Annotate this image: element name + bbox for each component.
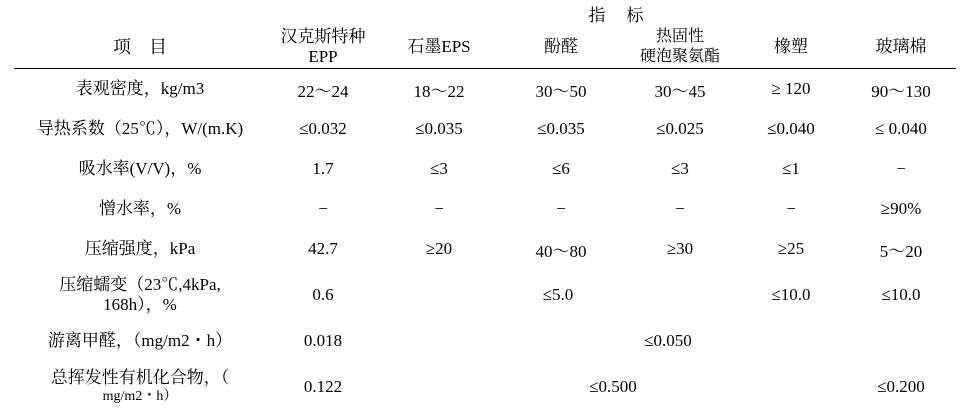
group-header-label: 指 标	[588, 5, 646, 25]
column-header-glasswool	[846, 26, 956, 69]
row-label-compressive-strength: 压缩强度，kPa	[84, 238, 196, 258]
row-label-tvoc-line2: mg/m2・h）	[102, 388, 178, 404]
cell-creep-merged: ≤5.0	[542, 285, 574, 304]
cell-density-rubber: ≥ 120	[771, 79, 811, 98]
row-label-water-absorption: 吸水率(V/V)，%	[78, 158, 202, 178]
column-header-pu	[624, 26, 736, 69]
cell-hydrophobicity-epp: −	[318, 199, 328, 218]
table-body	[14, 69, 956, 414]
cell-water-absorption-eps: ≤3	[430, 159, 448, 178]
cell-water-absorption-rubber: ≤1	[782, 159, 800, 178]
cell-creep-glasswool: ≤10.0	[881, 285, 921, 304]
column-header-eps-line1: 石墨EPS	[407, 37, 471, 57]
cell-compressive-strength-phenolic: 40～80	[535, 241, 587, 261]
table-row	[14, 229, 956, 269]
column-header-rubber	[736, 26, 846, 69]
cell-hydrophobicity-eps: −	[434, 199, 444, 218]
cell-tvoc-merged: ≤0.500	[589, 377, 637, 396]
column-header-pu-line1: 热固性	[655, 28, 704, 45]
table-row	[14, 361, 956, 413]
column-header-phenolic	[498, 26, 624, 69]
group-header-spacer-4	[736, 0, 846, 26]
group-header-spacer-2	[266, 0, 380, 26]
table-row	[14, 69, 956, 110]
cell-formaldehyde-merged: ≤0.050	[644, 331, 692, 350]
column-header-row	[14, 26, 956, 69]
cell-conductivity-epp: ≤0.032	[299, 119, 347, 138]
cell-water-absorption-pu: ≤3	[671, 159, 689, 178]
group-header-spacer-3	[380, 0, 498, 26]
cell-creep-rubber: ≤10.0	[771, 285, 811, 304]
cell-density-phenolic: 30～50	[535, 81, 587, 101]
cell-hydrophobicity-rubber: −	[786, 199, 796, 218]
cell-tvoc-glasswool: ≤0.200	[877, 377, 925, 396]
spec-table	[14, 0, 956, 413]
column-header-epp	[266, 26, 380, 69]
column-header-epp-line1: 汉克斯特种EPP	[280, 27, 366, 66]
group-header-spacer-5	[846, 0, 956, 26]
cell-hydrophobicity-phenolic: −	[556, 199, 566, 218]
cell-conductivity-pu: ≤0.025	[656, 119, 704, 138]
column-header-eps	[380, 26, 498, 69]
cell-conductivity-phenolic: ≤0.035	[537, 119, 585, 138]
row-label-density: 表观密度，kg/m3	[75, 78, 205, 98]
cell-tvoc-epp: 0.122	[303, 377, 343, 396]
group-header-spacer	[14, 0, 266, 26]
row-label-formaldehyde: 游离甲醛，（mg/m2・h）	[47, 330, 233, 350]
cell-conductivity-glasswool: ≤ 0.040	[875, 119, 927, 138]
group-header-row	[14, 0, 956, 26]
cell-conductivity-eps: ≤0.035	[415, 119, 463, 138]
cell-water-absorption-glasswool: −	[896, 159, 906, 178]
item-column-header: 项 目	[113, 36, 167, 57]
table-row	[14, 269, 956, 321]
row-label-hydrophobicity: 憎水率，%	[98, 198, 182, 218]
cell-hydrophobicity-pu: −	[675, 199, 685, 218]
cell-compressive-strength-pu: ≥30	[666, 239, 694, 258]
cell-compressive-strength-rubber: ≥25	[777, 239, 805, 258]
cell-creep-epp: 0.6	[312, 285, 334, 304]
column-header-rubber-line1: 橡塑	[774, 37, 808, 57]
cell-formaldehyde-epp: 0.018	[303, 331, 343, 350]
row-label-tvoc	[14, 361, 266, 413]
table-row	[14, 189, 956, 229]
column-header-pu-line2: 硬泡聚氨酯	[639, 48, 720, 65]
cell-density-pu: 30～45	[654, 81, 706, 101]
column-header-phenolic-line1: 酚醛	[544, 37, 578, 57]
cell-conductivity-rubber: ≤0.040	[767, 119, 815, 138]
cell-hydrophobicity-glasswool: ≥90%	[880, 199, 922, 218]
cell-density-epp: 22～24	[297, 81, 349, 101]
row-label-creep	[14, 269, 266, 321]
column-header-glasswool-line1: 玻璃棉	[875, 37, 927, 57]
table-row	[14, 149, 956, 189]
table-header	[14, 0, 956, 69]
row-label-conductivity: 导热系数（25℃），W/(m.K)	[36, 118, 244, 138]
cell-compressive-strength-epp: 42.7	[308, 239, 338, 258]
cell-compressive-strength-eps: ≥20	[425, 239, 453, 258]
table-row	[14, 109, 956, 149]
cell-density-glasswool: 90～130	[871, 81, 931, 101]
cell-water-absorption-epp: 1.7	[312, 159, 334, 178]
cell-density-eps: 18～22	[413, 81, 465, 101]
cell-compressive-strength-glasswool: 5～20	[879, 241, 923, 261]
table-row	[14, 321, 956, 361]
cell-water-absorption-phenolic: ≤6	[552, 159, 570, 178]
row-label-tvoc-line1: 总挥发性有机化合物，（	[50, 368, 230, 388]
row-label-creep-line2: 168h），%	[103, 295, 177, 314]
row-label-creep-line1: 压缩蠕变（23℃,4kPa,	[59, 274, 221, 294]
